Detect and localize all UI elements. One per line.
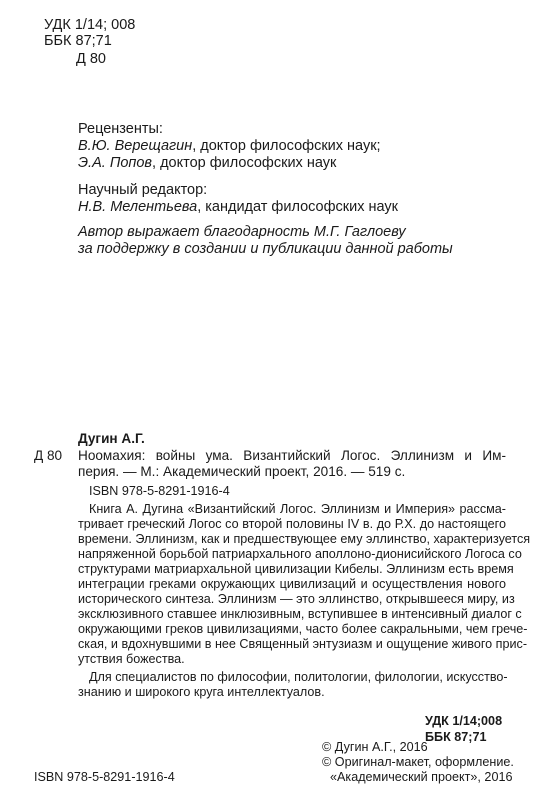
copyright-line: © Дугин А.Г., 2016 <box>322 740 428 754</box>
bbk-code: ББК 87;71 <box>44 33 112 49</box>
audience-line: Для специалистов по философии, политологии, филологии, искусство- <box>89 670 508 684</box>
audience-line: знанию и широкого круга интеллектуалов. <box>78 685 325 699</box>
reviewer-1 <box>78 138 381 155</box>
abstract-line: интеграции греками окружающих цивилизаций и осуществления нового <box>78 577 506 591</box>
abstract-line: ская, и вдохнувшими в нее Священный энтузиазм и ощущение живого прис- <box>78 637 528 651</box>
catalog-author: Дугин А.Г. <box>78 431 145 446</box>
reviewer-1-name: В.Ю. Верещагин <box>78 138 193 154</box>
abstract-line: окружающими греков цивилизациями, часто более сакральными, чем грече- <box>78 622 528 636</box>
reviewer-2-name: Э.А. Попов <box>78 155 153 171</box>
catalog-mark: Д 80 <box>34 448 63 463</box>
abstract-line: утствия божества. <box>78 652 185 666</box>
reviewers-heading: Рецензенты: <box>78 121 163 137</box>
catalog-abstract <box>78 502 531 667</box>
editor-name: Н.В. Мелентьева <box>78 199 198 215</box>
reviewer-1-title: , доктор философских наук; <box>192 138 381 154</box>
catalog-title-line-1: Ноомахия: войны ума. Византийский Логос. Эллинизм и Им- <box>78 448 506 463</box>
abstract-line: напряженной борьбой патриархального аполлоно-дионисийского Логоса со <box>78 547 522 561</box>
footer-isbn: ISBN 978-5-8291-1916-4 <box>34 770 175 784</box>
catalog-isbn: ISBN 978-5-8291-1916-4 <box>89 484 230 498</box>
bottom-udk-code: УДК 1/14;008 <box>425 714 503 728</box>
abstract-line: времени. Эллинизм, как и предшествующее ему эллинство, характеризуется <box>78 532 531 546</box>
bottom-bbk-code: ББК 87;71 <box>425 730 487 744</box>
udk-code: УДК 1/14; 008 <box>44 17 136 33</box>
abstract-line: эксклюзивного ставшее инклюзивным, вступившее в интенсивный диалог с <box>78 607 522 621</box>
acknowledgement-line-2: за поддержку в создании и публикации данной работы <box>78 241 453 257</box>
copyright-line: «Академический проект», 2016 <box>330 770 513 784</box>
abstract-line: структурами матриархальной цивилизации Кибелы. Эллинизм есть время <box>78 562 514 576</box>
catalog-title-line-2: перия. — М.: Академический проект, 2016. — 519 с. <box>78 464 406 479</box>
reviewer-2 <box>78 155 336 172</box>
abstract-line: тривает греческий Логос со второй половины IV в. до Р.Х. до настоящего <box>78 517 506 531</box>
catalog-audience <box>78 670 506 700</box>
editor-title: , кандидат философских наук <box>197 199 399 215</box>
copyright-line: © Оригинал-макет, оформление. <box>322 755 514 769</box>
editor <box>78 199 398 216</box>
acknowledgement-line-1: Автор выражает благодарность М.Г. Гаглоеву <box>78 224 406 240</box>
abstract-line: исторического синтеза. Эллинизм — это эллинство, открывшееся миру, из <box>78 592 515 606</box>
abstract-line: Книга А. Дугина «Византийский Логос. Эллинизм и Империя» рассма- <box>89 502 506 516</box>
editor-heading: Научный редактор: <box>78 182 208 198</box>
reviewer-2-title: , доктор философских наук <box>152 155 337 171</box>
copyright-block <box>322 740 514 785</box>
author-mark: Д 80 <box>76 51 106 67</box>
